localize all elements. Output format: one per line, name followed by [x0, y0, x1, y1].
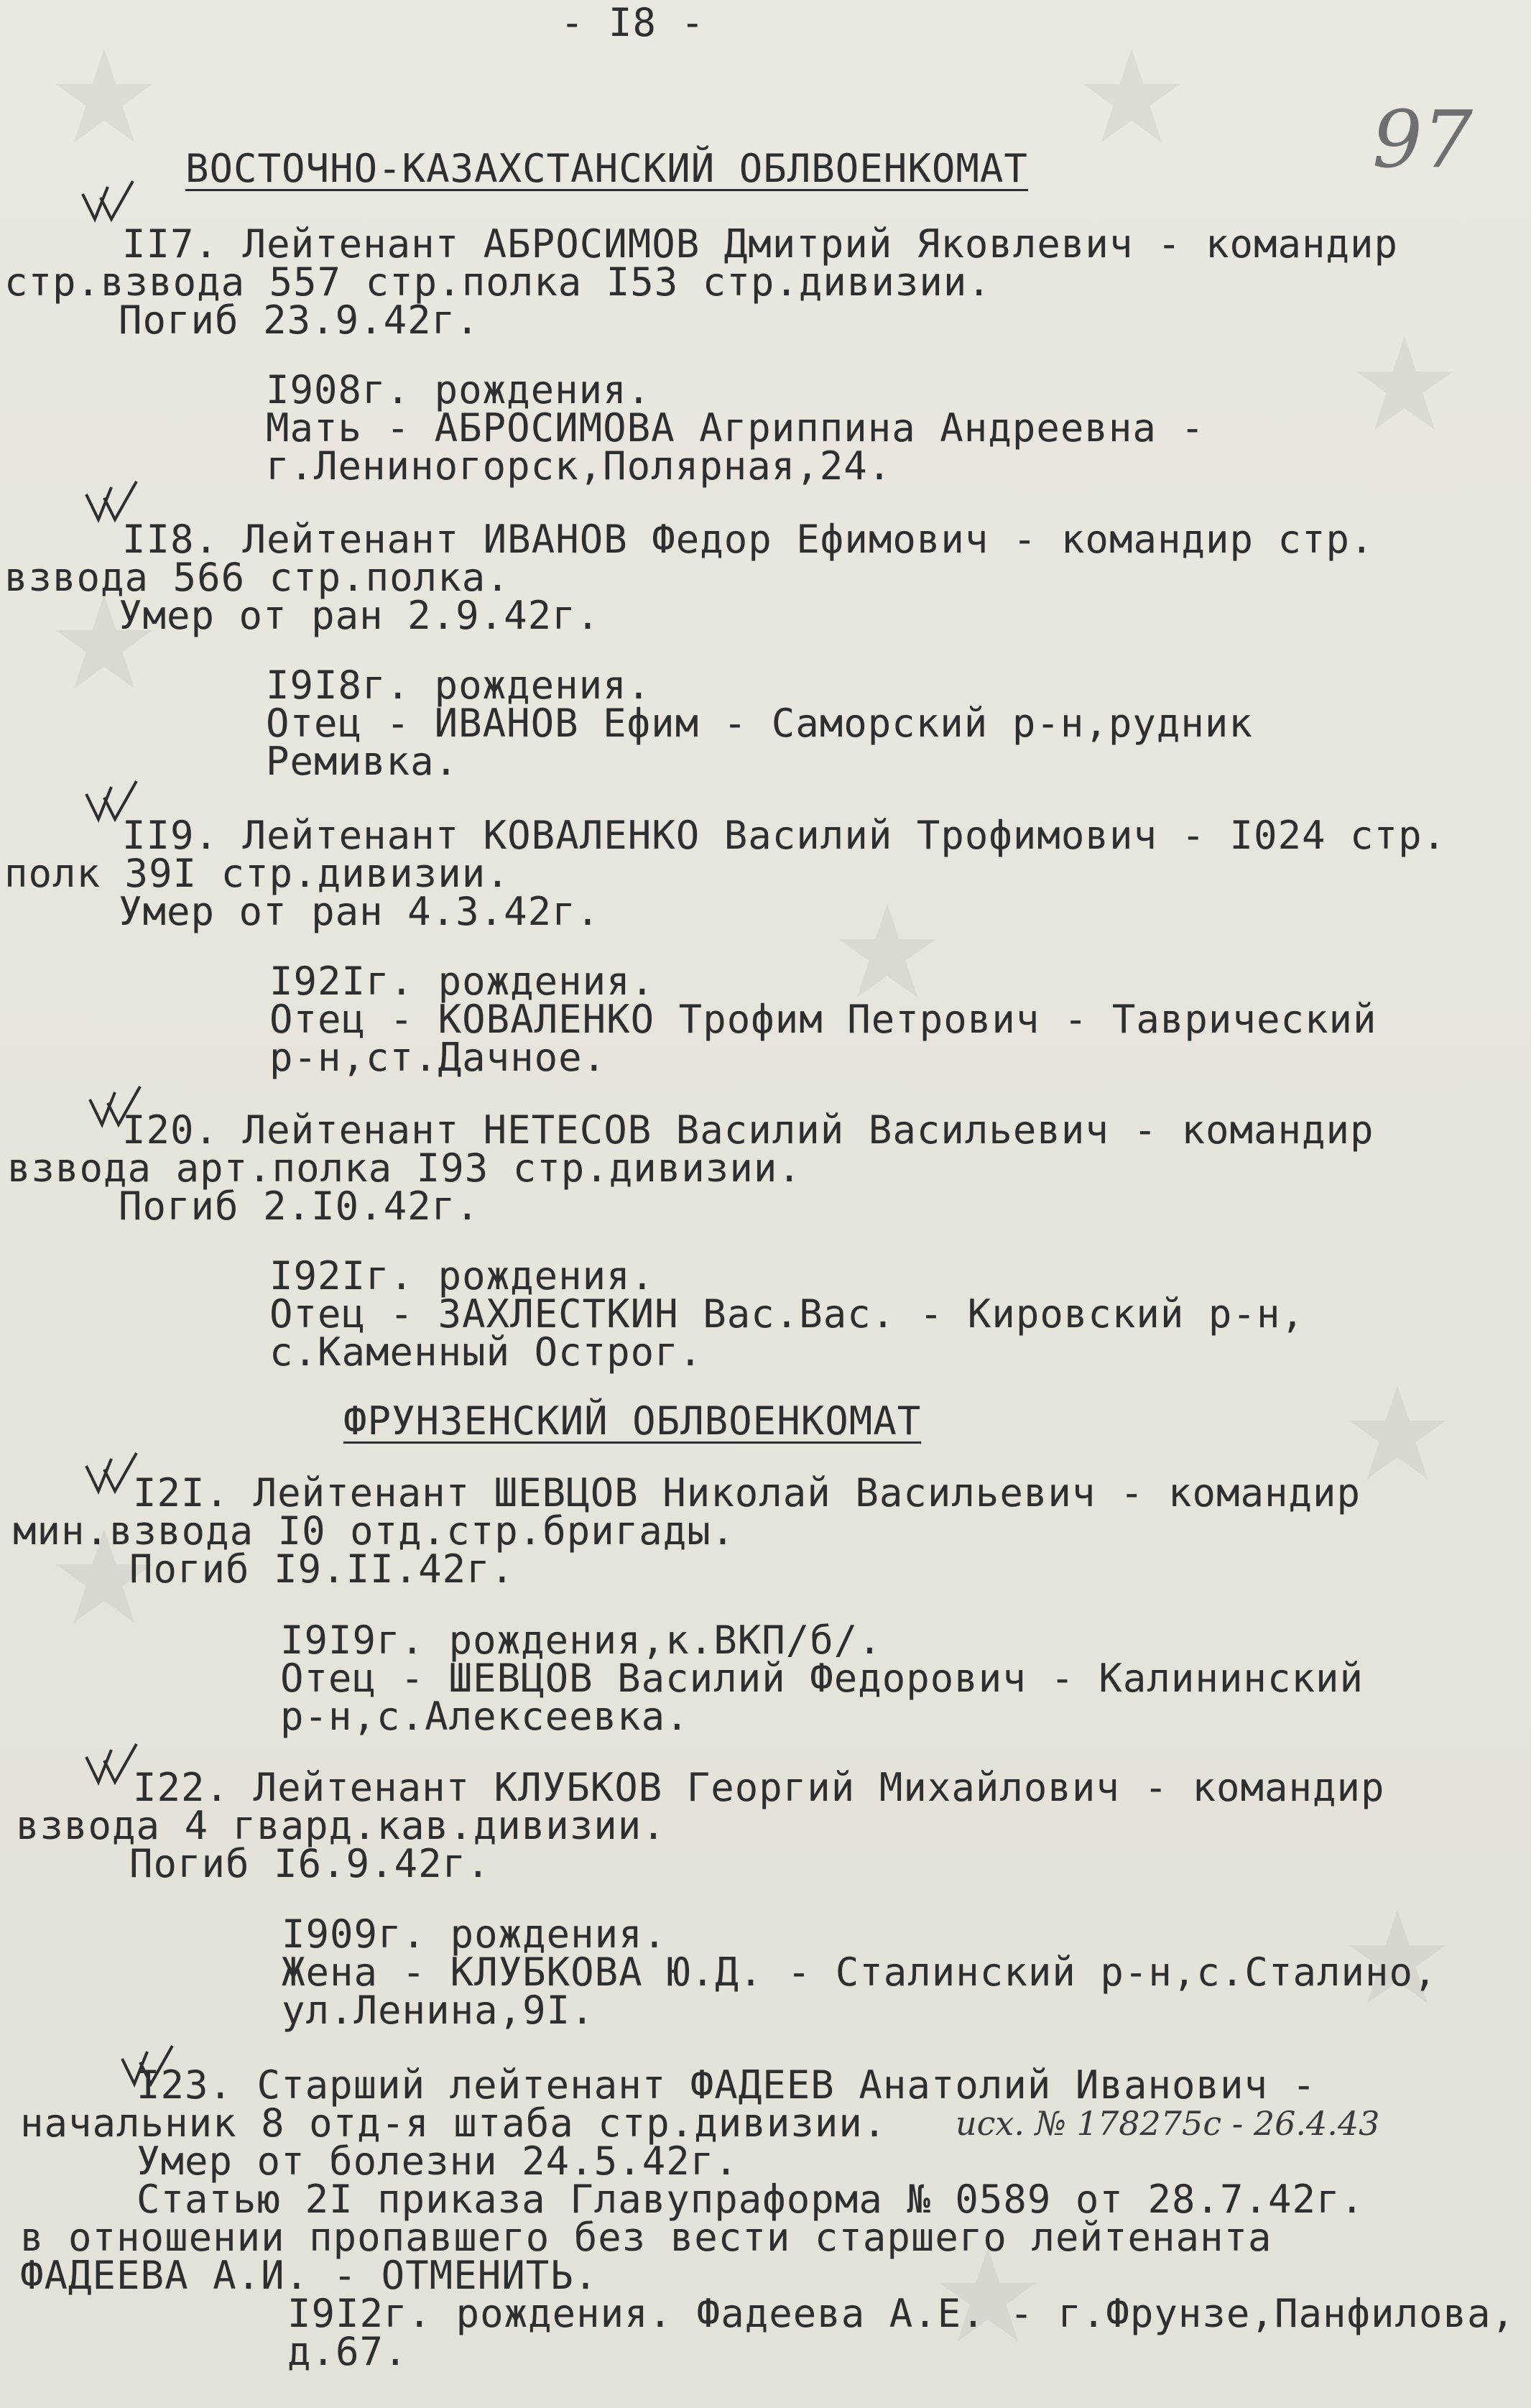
entry-line: II8. Лейтенант ИВАНОВ Федор Ефимович - командир стр.	[122, 517, 1374, 562]
entry-detail: г.Лениногорск,Полярная,24.	[266, 443, 892, 489]
page-number: - I8 -	[560, 0, 706, 45]
entry-line: Погиб 23.9.42г.	[119, 297, 480, 343]
entry-line: Умер от ран 4.3.42г.	[119, 889, 601, 934]
entry-line: мин.взвода I0 отд.стр.бригады.	[13, 1508, 736, 1554]
entry-line: II7. Лейтенант АБРОСИМОВ Дмитрий Яковлевич - командир	[122, 221, 1399, 267]
entry-line: в отношении пропавшего без вести старшего лейтенанта	[20, 2215, 1272, 2260]
entry-detail: Мать - АБРОСИМОВА Агриппина Андреевна -	[266, 405, 1205, 451]
star-stamp-icon	[50, 43, 158, 151]
entry-detail: I92Iг. рождения.	[269, 959, 655, 1004]
entry-detail: р-н,с.Алексеевка.	[280, 1694, 690, 1739]
entry-detail: Отец - КОВАЛЕНКО Трофим Петрович - Таврический	[269, 997, 1377, 1042]
entry-detail: Отец - ЗАХЛЕСТКИН Вас.Вас. - Кировский р-н,	[269, 1291, 1305, 1337]
entry-line: взвода арт.полка I93 стр.дивизии.	[7, 1145, 802, 1191]
entry-line: I20. Лейтенант НЕТЕСОВ Василий Васильевич - командир	[122, 1107, 1374, 1153]
entry-detail: I908г. рождения.	[266, 367, 652, 412]
checkmark-icon	[79, 180, 137, 223]
entry-line: Умер от болезни 24.5.42г.	[137, 2139, 739, 2184]
entry-line: Статью 2I приказа Главупраформа № 0589 от 28.7.42г.	[137, 2177, 1365, 2222]
entry-detail: I9I9г. рождения,к.ВКП/б/.	[280, 1618, 882, 1663]
entry-line: I2I. Лейтенант ШЕВЦОВ Николай Васильевич - командир	[133, 1470, 1361, 1516]
archive-number: 97	[1372, 93, 1473, 185]
section-heading: ВОСТОЧНО-КАЗАХСТАНСКИЙ ОБЛВОЕНКОМАТ	[185, 146, 1028, 191]
entry-line: II9. Лейтенант КОВАЛЕНКО Василий Трофимович - I024 стр.	[122, 813, 1447, 858]
entry-detail: д.67.	[287, 2329, 408, 2374]
entry-line: I22. Лейтенант КЛУБКОВ Георгий Михайлович - командир	[133, 1765, 1385, 1810]
entry-line: Погиб 2.I0.42г.	[119, 1184, 480, 1229]
entry-line: Погиб I6.9.42г.	[129, 1841, 491, 1886]
entry-detail: Отец - ШЕВЦОВ Василий Федорович - Калининский	[280, 1656, 1364, 1701]
checkmark-icon	[83, 1743, 140, 1786]
section-heading: ФРУНЗЕНСКИЙ ОБЛВОЕНКОМАТ	[343, 1398, 922, 1444]
star-stamp-icon	[1078, 43, 1185, 151]
entry-line: ФАДЕЕВА А.И. - ОТМЕНИТЬ.	[20, 2253, 598, 2298]
entry-line: Погиб I9.II.42г.	[129, 1546, 515, 1592]
entry-line: взвода 566 стр.полка.	[4, 555, 510, 600]
star-stamp-icon	[1351, 331, 1458, 438]
entry-line: Умер от ран 2.9.42г.	[119, 593, 601, 638]
entry-detail: I9I2г. рождения. Фадеева А.Е. - г.Фрунзе,Панфилова,	[287, 2291, 1516, 2336]
entry-detail: р-н,ст.Дачное.	[269, 1035, 607, 1080]
entry-detail: I909г. рождения.	[282, 1911, 667, 1957]
checkmark-icon	[83, 1452, 140, 1495]
entry-detail: Отец - ИВАНОВ Ефим - Саморский р-н,рудник	[266, 701, 1253, 746]
entry-line: взвода 4 гвард.кав.дивизии.	[16, 1803, 666, 1848]
entry-line: начальник 8 отд-я штаба стр.дивизии.	[20, 2100, 887, 2146]
entry-line: стр.взвода 557 стр.полка I53 стр.дивизии.	[4, 259, 991, 305]
entry-line: I23. Старший лейтенант ФАДЕЕВ Анатолий Иванович -	[137, 2062, 1317, 2108]
entry-detail: ул.Ленина,9I.	[282, 1988, 595, 2033]
entry-line: полк 39I стр.дивизии.	[4, 851, 510, 896]
star-stamp-icon	[833, 898, 941, 1006]
handwritten-note: исх. № 178275с - 26.4.43	[956, 2104, 1380, 2143]
entry-detail: I9I8г. рождения.	[266, 663, 652, 708]
entry-detail: Жена - КЛУБКОВА Ю.Д. - Сталинский р-н,с.Сталино,	[282, 1950, 1438, 1995]
entry-detail: I92Iг. рождения.	[269, 1253, 655, 1298]
entry-detail: Ремивка.	[266, 739, 459, 784]
entry-detail: с.Каменный Острог.	[269, 1329, 703, 1375]
